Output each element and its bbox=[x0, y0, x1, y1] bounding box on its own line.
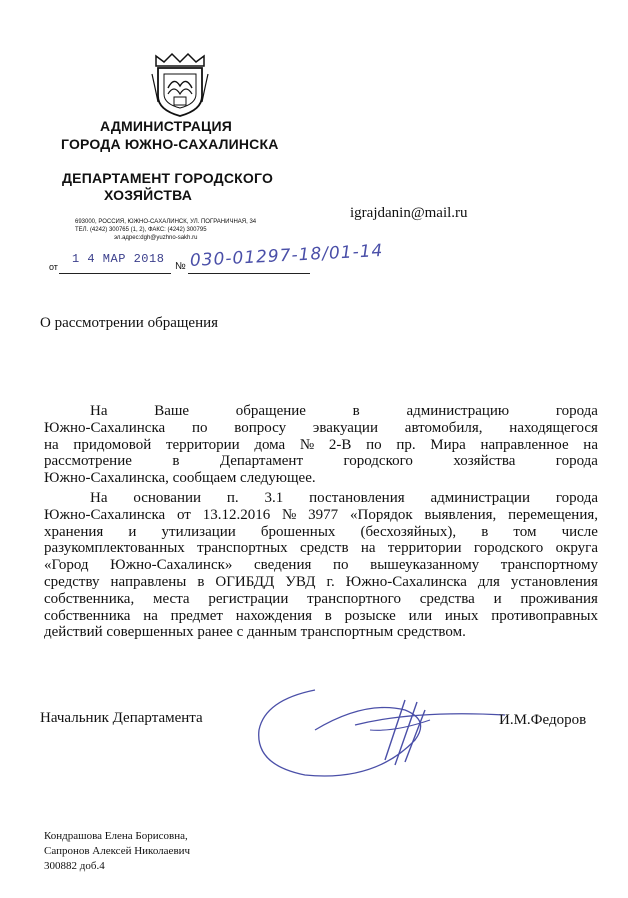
word: п. bbox=[226, 490, 239, 506]
text-line bbox=[44, 437, 598, 454]
word: в bbox=[481, 523, 489, 540]
word: 3977 bbox=[308, 506, 339, 523]
word: по bbox=[191, 419, 208, 436]
word: в bbox=[197, 573, 205, 590]
word: 2-В bbox=[328, 436, 352, 453]
city-emblem-icon bbox=[150, 52, 210, 118]
handwritten-signature bbox=[255, 670, 510, 785]
word: Департамент bbox=[219, 453, 304, 470]
word: пр. bbox=[396, 436, 416, 453]
text-line bbox=[44, 540, 598, 557]
org-name-line2: ГОРОДА ЮЖНО-САХАЛИНСКА bbox=[61, 136, 279, 152]
word: нахождения bbox=[235, 607, 313, 624]
word: на bbox=[44, 436, 59, 453]
word: автомобиля, bbox=[404, 419, 483, 436]
number-underline bbox=[188, 273, 310, 274]
address-line3: эл.адрес:dgh@yuzhno-sakh.ru bbox=[114, 235, 198, 241]
word: Южно-Сахалинска bbox=[345, 573, 467, 590]
date-underline bbox=[59, 273, 171, 274]
recipient-email: igrajdanin@mail.ru bbox=[350, 205, 468, 221]
word: г. bbox=[326, 573, 335, 590]
text-line bbox=[44, 557, 598, 574]
text-line-last: Южно-Сахалинска, сообщаем следующее. bbox=[44, 470, 316, 487]
org-name-line1: АДМИНИСТРАЦИЯ bbox=[100, 118, 232, 134]
word: городского bbox=[343, 453, 413, 470]
address-line2: ТЕЛ. (4242) 300765 (1, 2), ФАКС: (4242) 300795 bbox=[75, 227, 207, 233]
word: перемещения, bbox=[508, 506, 598, 523]
word: выявления, bbox=[424, 506, 497, 523]
word: по bbox=[332, 557, 349, 574]
word: в bbox=[352, 403, 360, 419]
date-stamp: 1 4 МАР 2018 bbox=[72, 252, 165, 266]
word: города bbox=[555, 403, 598, 419]
word: регистрации bbox=[208, 590, 289, 607]
text-line bbox=[44, 574, 598, 591]
word: собственника bbox=[44, 607, 131, 624]
body-paragraph-2 bbox=[44, 490, 598, 641]
word: «Город bbox=[44, 557, 89, 574]
word: розыске bbox=[344, 607, 396, 624]
registration-number: 030-01297-18/01-14 bbox=[189, 240, 384, 271]
word: вопросу bbox=[234, 419, 287, 436]
text-line bbox=[44, 490, 598, 507]
executor-phone: 300882 доб.4 bbox=[44, 860, 105, 872]
word: эвакуации bbox=[312, 419, 378, 436]
word: хозяйства bbox=[453, 453, 516, 470]
text-line bbox=[44, 453, 598, 470]
signatory-name: И.М.Федоров bbox=[499, 712, 587, 728]
word: или bbox=[408, 607, 433, 624]
word: том bbox=[513, 523, 537, 540]
body-paragraph-1 bbox=[44, 403, 598, 487]
word: администрацию bbox=[406, 403, 510, 419]
word: УВД bbox=[285, 573, 316, 590]
word: Южно-Сахалинска bbox=[44, 506, 166, 523]
word: рассмотрение bbox=[44, 453, 132, 470]
text-line bbox=[44, 403, 598, 420]
word: 13.12.2016 bbox=[202, 506, 271, 523]
word: ОГИБДД bbox=[215, 573, 275, 590]
word: города bbox=[555, 453, 598, 470]
address-line1: 693000, РОССИЯ, ЮЖНО-САХАЛИНСК, УЛ. ПОГРАНИЧНАЯ, 34 bbox=[75, 219, 257, 225]
word: разукомплектованных bbox=[44, 540, 185, 557]
word: администрации bbox=[430, 490, 530, 506]
word: сведения bbox=[254, 557, 312, 574]
word: для bbox=[477, 573, 500, 590]
word: На bbox=[90, 490, 108, 506]
word: средства bbox=[419, 590, 475, 607]
word: по bbox=[366, 436, 382, 453]
word: и bbox=[493, 590, 502, 607]
dept-name-line1: ДЕПАРТАМЕНТ ГОРОДСКОГО bbox=[62, 170, 274, 186]
word: хранения bbox=[44, 523, 104, 540]
word: Ваше bbox=[154, 403, 190, 419]
text-line bbox=[44, 507, 598, 524]
word: и bbox=[128, 523, 137, 540]
word: города bbox=[555, 490, 598, 506]
word: Южно-Сахалинска bbox=[44, 419, 166, 436]
word: проживания bbox=[520, 590, 598, 607]
word: собственника, bbox=[44, 590, 135, 607]
executor-line1: Кондрашова Елена Борисовна, bbox=[44, 830, 188, 842]
word: утилизации bbox=[161, 523, 236, 540]
dept-name-line2: ХОЗЯЙСТВА bbox=[104, 187, 193, 203]
word: на bbox=[360, 540, 376, 557]
word: иных bbox=[444, 607, 479, 624]
word: Южно-Сахалинск» bbox=[110, 557, 233, 574]
word: обращение bbox=[235, 403, 306, 419]
word: 3.1 bbox=[264, 490, 284, 506]
word: в bbox=[172, 453, 180, 470]
word: № bbox=[299, 436, 315, 453]
word: На bbox=[90, 403, 108, 419]
word: на bbox=[143, 607, 158, 624]
word: места bbox=[153, 590, 190, 607]
word: направленное bbox=[480, 436, 569, 453]
word: направлены bbox=[110, 573, 187, 590]
word: «Порядок bbox=[349, 506, 413, 523]
date-label: от bbox=[49, 262, 58, 272]
subject-line: О рассмотрении обращения bbox=[40, 315, 219, 331]
word: противоправных bbox=[491, 607, 598, 624]
word: транспортных bbox=[197, 540, 288, 557]
text-line bbox=[44, 608, 598, 625]
executor-line2: Сапронов Алексей Николаевич bbox=[44, 845, 191, 857]
word: предмет bbox=[170, 607, 223, 624]
signatory-title: Начальник Департамента bbox=[40, 710, 203, 726]
number-label: № bbox=[175, 261, 186, 272]
word: территории bbox=[165, 436, 240, 453]
word: (бесхозяйных), bbox=[360, 523, 457, 540]
word: городского bbox=[473, 540, 544, 557]
text-line bbox=[44, 524, 598, 541]
word: находящегося bbox=[509, 419, 598, 436]
word: придомовой bbox=[73, 436, 152, 453]
word: в bbox=[324, 607, 332, 624]
word: средству bbox=[44, 573, 100, 590]
text-line bbox=[44, 420, 598, 437]
word: дома bbox=[254, 436, 286, 453]
word: транспортного bbox=[307, 590, 401, 607]
word: округа bbox=[555, 540, 598, 557]
word: брошенных bbox=[260, 523, 336, 540]
word: вышеуказанному bbox=[370, 557, 480, 574]
word: на bbox=[583, 436, 598, 453]
word: основании bbox=[133, 490, 202, 506]
word: транспортному bbox=[500, 557, 598, 574]
word: от bbox=[177, 506, 191, 523]
text-line-last: действий совершенных ранее с данным транспортным средством. bbox=[44, 624, 466, 641]
word: установления bbox=[510, 573, 598, 590]
word: № bbox=[282, 506, 297, 523]
word: числе bbox=[561, 523, 598, 540]
text-line bbox=[44, 591, 598, 608]
word: территории bbox=[387, 540, 462, 557]
word: Мира bbox=[430, 436, 466, 453]
word: средств bbox=[300, 540, 349, 557]
word: постановления bbox=[309, 490, 405, 506]
